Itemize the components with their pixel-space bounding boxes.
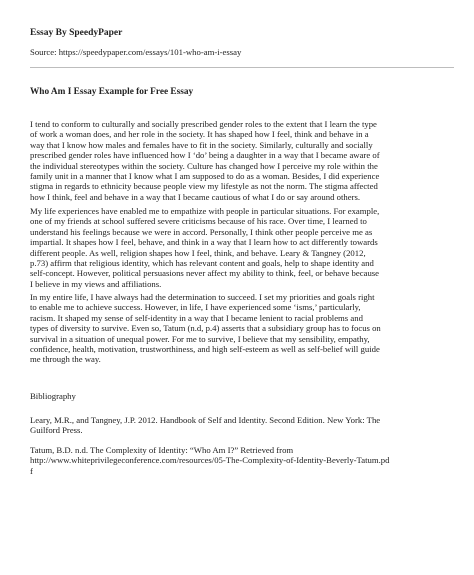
paragraph-3: In my entire life, I have always had the determination to succeed. I set my priorities and goals right to enable me to achieve success. However, in life, I have experienced some ‘isms,’ particularly, racism. It shaped my sense of self-identity in a way that I became lenient to racial problems and types of diversity to survive. Even so, Tatum (n.d, p.4) asserts that a subsidiary group has to focus on survival in a situation of unequal power. For me to survive, I believe that my sensibility, empathy, confidence, health, motivation, trustworthiness, and high self-esteem as well as self-belief will guide me through the way. [30, 292, 381, 365]
bibliography-entry-2: Tatum, B.D. n.d. The Complexity of Identity: “Who Am I?” Retrieved from http://www.whiteprivilegeconference.com/resources/05-The-Complexity-of-Identity-Beverly-Tatum.pd f [30, 445, 390, 476]
header-divider [30, 67, 454, 68]
bibliography-heading: Bibliography [30, 391, 76, 401]
paragraph-1: I tend to conform to culturally and socially prescribed gender roles to the extent that I learn the type of work a woman does, and her role in the society. It has shaped how I feel, think and behave in a way that I know how males and females have to fit in the society. Similarly, culturally and socially prescribed gender roles have influenced how I ‘do’ being a daughter in a way that I became aware of the individual stereotypes within the society. Culture has changed how I perceive my role within the family unit in a manner that I know what I am supposed to do as a woman. Besides, I did experience stigma in regards to ethnicity because people view my lifestyle as not the norm. The stigma affected how I think, feel and behave in a way that I became cautious of what I do or say around others. [30, 119, 380, 202]
header-title: Essay By SpeedyPaper [30, 28, 123, 38]
paragraph-2: My life experiences have enabled me to empathize with people in particular situations. For example, one of my friends at school suffered severe criticisms because of his race. Over time, I learned to understand his feelings because we were in accord. Personally, I think other people perceive me as impartial. It shapes how I feel, behave, and think in a way that I learn how to act differently towards different people. As well, religion shapes how I feel, think, and behave. Leary & Tangney (2012, p.73) affirm that religious identity, which has relevant content and goals, help to shape identity and self-concept. However, political persuasions never affect my ability to think, feel, or behave because I believe in my views and affiliations. [30, 206, 380, 289]
essay-title: Who Am I Essay Example for Free Essay [30, 87, 194, 97]
bibliography-entry-1: Leary, M.R., and Tangney, J.P. 2012. Handbook of Self and Identity. Second Edition. New York: The Guilford Press. [30, 415, 381, 436]
source-line: Source: https://speedypaper.com/essays/101-who-am-i-essay [30, 47, 242, 57]
